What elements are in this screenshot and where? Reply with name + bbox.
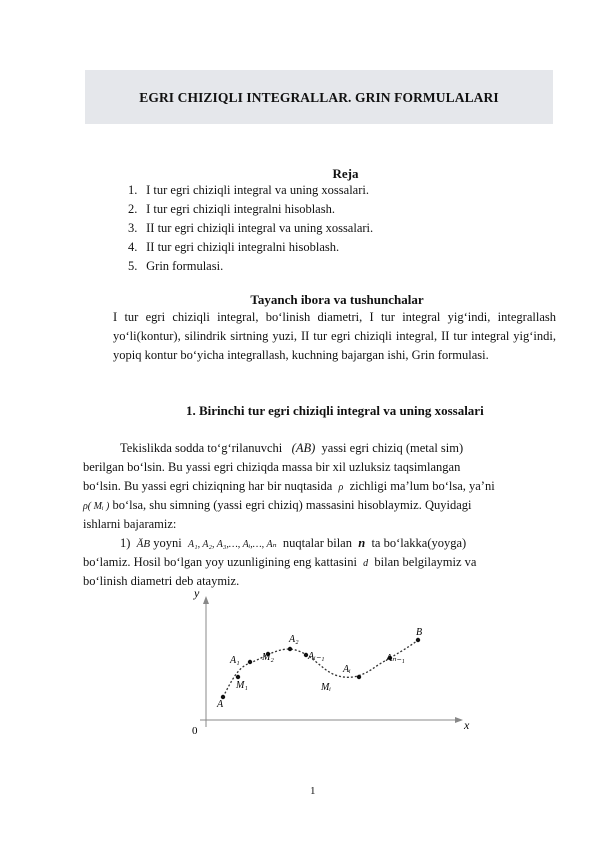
page-number: 1 (310, 785, 316, 797)
tayanch-text: I tur egri chiziqli integral, bo‘linish diametri, I tur integral yig‘indi, integrallash yo‘li(kontur), silindrik sirtning yuzi, II tur egri chiziqli integral, II tur integral yig‘indi, yopiq kontur bo‘yicha integrallash, kuchning bajargan ishi, Grin formulasi. (113, 310, 556, 362)
label-M2: M₂ (262, 652, 274, 663)
plan-item: 3. II tur egri chiziqli integral va uning xossalari. (128, 221, 374, 235)
label-A2: A₂ (289, 634, 299, 645)
plan-item: 5. Grin formulasi. (128, 259, 224, 273)
label-Mi: Mᵢ (321, 682, 331, 693)
point-A1 (248, 660, 252, 664)
plan-item: 1. I tur egri chiziqli integral va uning xossalari. (128, 183, 369, 197)
label-A1: A₁ (230, 655, 240, 666)
label-B: B (416, 627, 423, 638)
point-B (416, 638, 420, 642)
origin-label: 0 (192, 725, 198, 737)
plan-item: 2. I tur egri chiziqli integralni hisoblash. (128, 202, 335, 216)
step-line: bo‘linish diametri deb ataymiz. (83, 574, 240, 588)
curve-diagram (180, 585, 480, 745)
tayanch-heading: Tayanch ibora va tushunchalar (250, 292, 424, 307)
label-Ai-1: Aᵢ₋₁ (308, 651, 325, 662)
point-M1 (236, 675, 240, 679)
paragraph-line: ishlarni bajaramiz: (83, 517, 177, 531)
label-Ai: Aᵢ (343, 664, 351, 675)
paragraph-line: berilgan bo‘lsin. Bu yassi egri chiziqda massa bir xil uzluksiz taqsimlangan (83, 460, 461, 474)
reja-heading: Reja (332, 166, 359, 181)
section-heading: 1. Birinchi tur egri chiziqli integral va uning xossalari (186, 403, 484, 418)
y-axis-label: y (194, 586, 200, 600)
paragraph-line: bo‘lsin. Bu yassi egri chiziqning har bir nuqtasida ρ zichligi ma’lum bo‘lsa, ya’ni (83, 479, 495, 493)
step-line: 1) ĂB yoyni A₁, A₂, A₃,…, Aᵢ,…, Aₙ nuqtalar bilan n ta bo‘lakka(yoyga) (120, 536, 467, 550)
plan-item: 4. II tur egri chiziqli integralni hisoblash. (128, 240, 340, 254)
step-line: bo‘lamiz. Hosil bo‘lgan yoy uzunligining eng kattasini d bilan belgilaymiz va (83, 555, 477, 569)
x-axis-label: x (464, 718, 470, 732)
paragraph-line: Tekislikda sodda to‘g‘rilanuvchi (AB) yassi egri chiziq (metal sim) (120, 441, 464, 455)
paragraph-line: ρ( Mᵢ ) bo‘lsa, shu simning (yassi egri chiziq) massasini hisoblaymiz. Quyidagi (83, 498, 472, 512)
plan-list (128, 181, 373, 276)
document-title: EGRI CHIZIQLI INTEGRALLAR. GRIN FORMULALARI (139, 90, 499, 105)
label-A: A (217, 699, 224, 710)
label-M1: M₁ (236, 680, 248, 691)
point-A2 (288, 647, 292, 651)
label-An-1: Aₙ₋₁ (386, 653, 405, 664)
point-Ai (357, 675, 361, 679)
